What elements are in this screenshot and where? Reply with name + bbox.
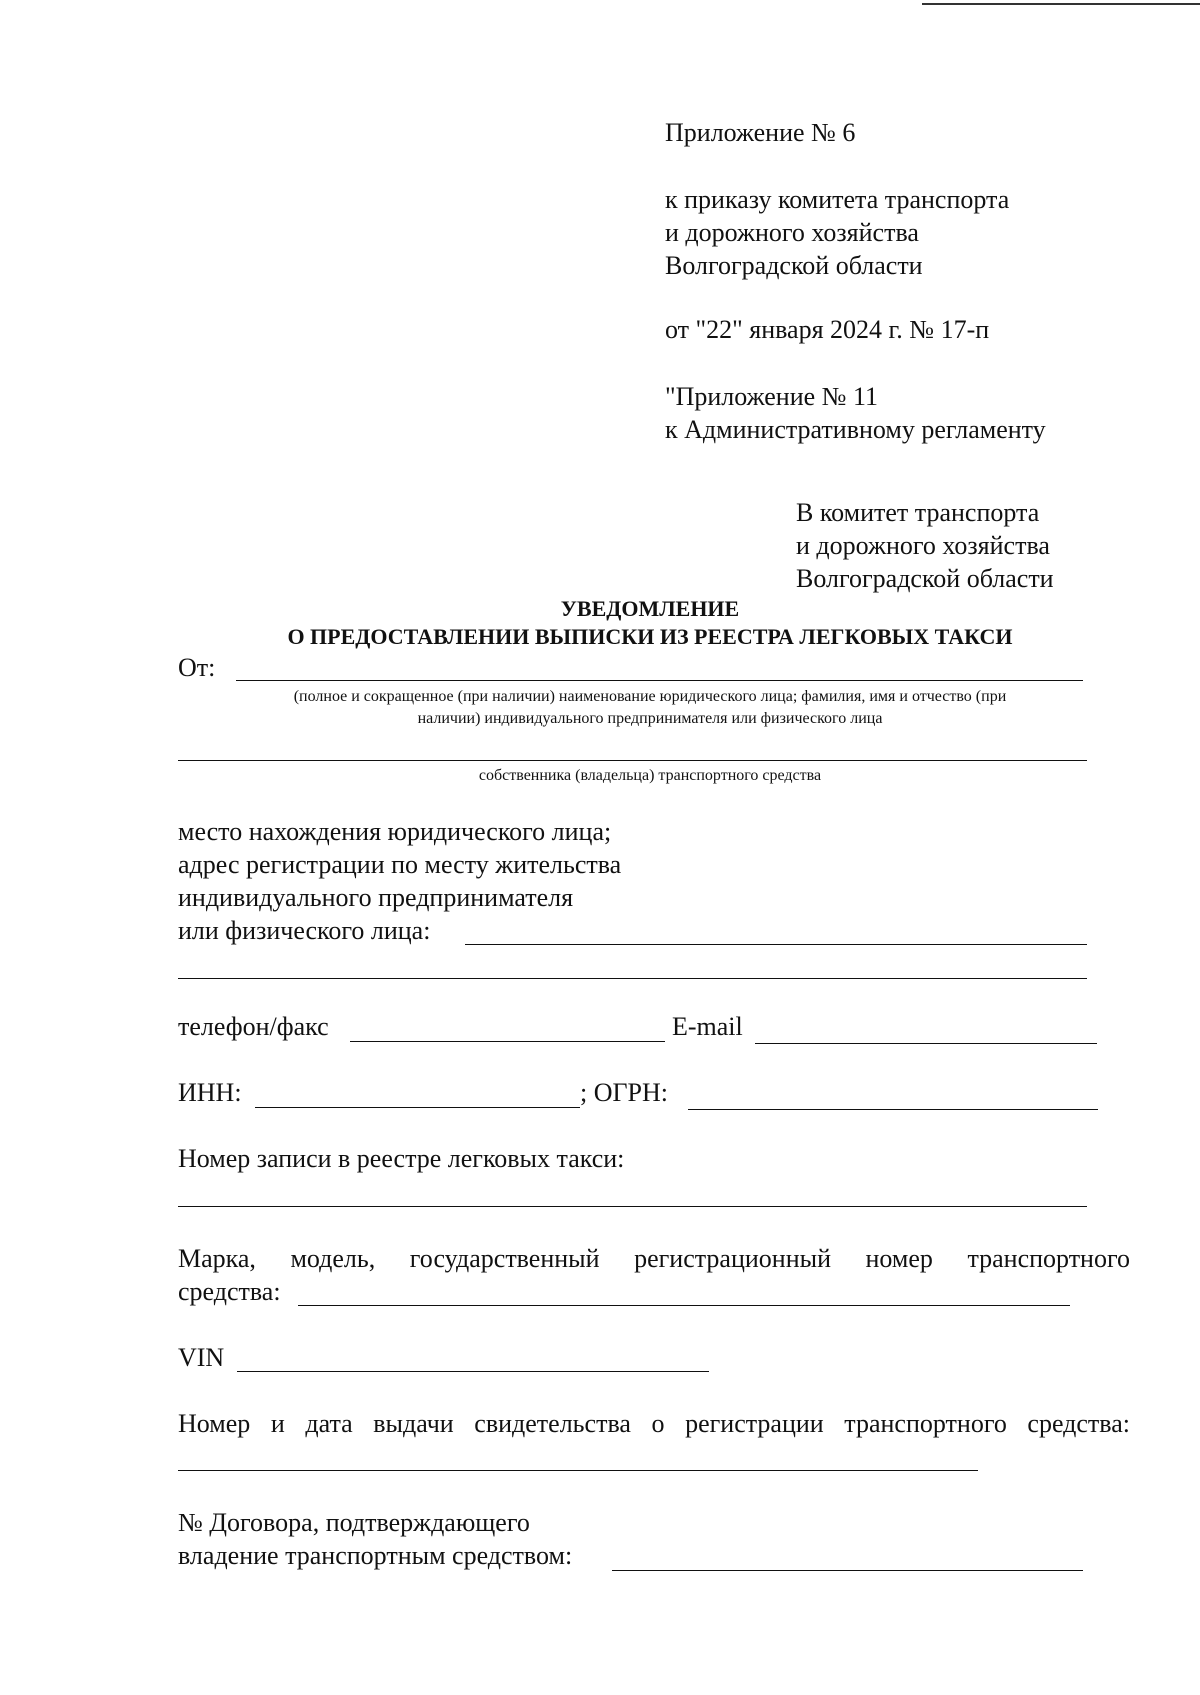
addressee-line2: и дорожного хозяйства bbox=[796, 531, 1050, 560]
address-label-line2: адрес регистрации по месту жительства bbox=[178, 850, 622, 879]
appendix-number: Приложение № 6 bbox=[665, 118, 856, 147]
registry-number-field-line[interactable] bbox=[178, 1206, 1087, 1207]
email-field-line[interactable] bbox=[755, 1043, 1097, 1044]
registry-number-label: Номер записи в реестре легковых такси: bbox=[178, 1144, 625, 1173]
vin-label: VIN bbox=[178, 1343, 225, 1372]
regulation-appendix-line2: к Административному регламенту bbox=[665, 415, 1046, 444]
order-date-line: от "22" января 2024 г. № 17-п bbox=[665, 315, 990, 344]
certificate-field-line[interactable] bbox=[178, 1470, 978, 1471]
order-reference-line2: и дорожного хозяйства bbox=[665, 218, 919, 247]
scan-edge-mark bbox=[922, 3, 1200, 5]
address-label-line1: место нахождения юридического лица; bbox=[178, 817, 612, 846]
email-label: E-mail bbox=[672, 1012, 743, 1041]
document-subtitle: О ПРЕДОСТАВЛЕНИИ ВЫПИСКИ ИЗ РЕЕСТРА ЛЕГКОВЫХ ТАКСИ bbox=[287, 624, 1013, 649]
address-field-line1[interactable] bbox=[465, 944, 1087, 945]
contract-field-line[interactable] bbox=[612, 1570, 1083, 1571]
address-label-line4: или физического лица: bbox=[178, 916, 431, 945]
contract-label-line2: владение транспортным средством: bbox=[178, 1541, 573, 1570]
vin-field-line[interactable] bbox=[237, 1371, 709, 1372]
ogrn-label: ; ОГРН: bbox=[580, 1078, 668, 1107]
from-hint-line2: наличии) индивидуального предпринимателя или физического лица bbox=[417, 710, 883, 727]
inn-field-line[interactable] bbox=[255, 1107, 580, 1108]
phone-label: телефон/факс bbox=[178, 1012, 329, 1041]
certificate-label: Номер и дата выдачи свидетельства о регистрации транспортного средства: bbox=[178, 1409, 1130, 1438]
owner-field-line[interactable] bbox=[178, 760, 1087, 761]
contract-label-line1: № Договора, подтверждающего bbox=[178, 1508, 530, 1537]
address-field-line2[interactable] bbox=[178, 978, 1087, 979]
regulation-appendix-line1: "Приложение № 11 bbox=[665, 382, 879, 411]
addressee-line3: Волгоградской области bbox=[796, 564, 1054, 593]
vehicle-label-line2: средства: bbox=[178, 1277, 281, 1306]
order-reference-line1: к приказу комитета транспорта bbox=[665, 185, 1010, 214]
document-title: УВЕДОМЛЕНИЕ bbox=[560, 596, 740, 621]
vehicle-field-line[interactable] bbox=[298, 1305, 1070, 1306]
from-field-line[interactable] bbox=[236, 680, 1083, 681]
vehicle-label-line1: Марка, модель, государственный регистрационный номер транспортного bbox=[178, 1244, 1130, 1273]
order-reference-line3: Волгоградской области bbox=[665, 251, 923, 280]
from-hint-line1: (полное и сокращенное (при наличии) наименование юридического лица; фамилия, имя и отчество (при bbox=[293, 688, 1007, 705]
ogrn-field-line[interactable] bbox=[688, 1109, 1098, 1110]
inn-label: ИНН: bbox=[178, 1078, 242, 1107]
addressee-line1: В комитет транспорта bbox=[796, 498, 1040, 527]
phone-field-line[interactable] bbox=[350, 1041, 665, 1042]
owner-hint: собственника (владельца) транспортного средства bbox=[478, 767, 822, 784]
address-label-line3: индивидуального предпринимателя bbox=[178, 883, 574, 912]
from-label: От: bbox=[178, 653, 216, 682]
